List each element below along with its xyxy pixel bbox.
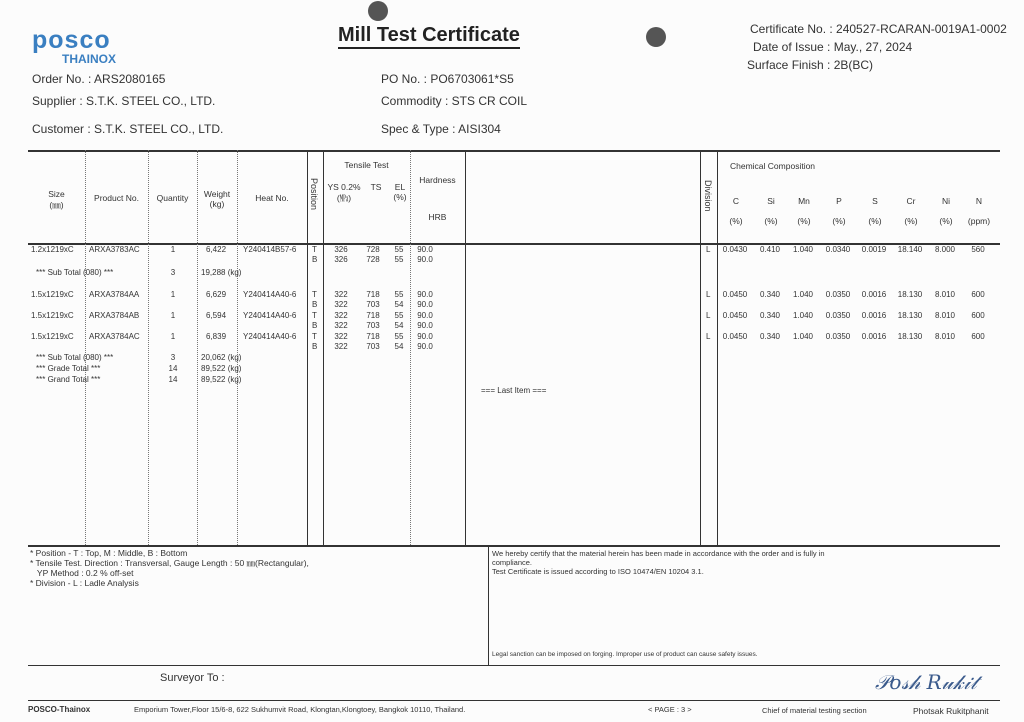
heat-no: Y240414B57-6 <box>243 245 297 254</box>
el: 55 <box>394 332 404 341</box>
posco-logo: posco <box>32 26 111 54</box>
thainox-logo: THAINOX <box>62 52 116 66</box>
page-title: Mill Test Certificate <box>338 24 520 49</box>
col-heat-no: Heat No. <box>255 193 289 203</box>
weight: 6,594 <box>206 311 227 320</box>
weight: 89,522 (kg) <box>201 364 242 373</box>
hardness: 90.0 <box>417 290 433 299</box>
chem-s: 0.0016 <box>861 311 887 320</box>
size: 1.5x1219xC <box>31 332 74 341</box>
size: 1.5x1219xC <box>31 290 74 299</box>
hardness: 90.0 <box>417 255 433 264</box>
position: T <box>312 311 317 320</box>
division: L <box>706 311 711 320</box>
heat-no: Y240414A40-6 <box>243 290 297 299</box>
weight: 6,839 <box>206 332 227 341</box>
quantity: 3 <box>170 353 176 362</box>
weight: 6,422 <box>206 245 227 254</box>
col-division: Division <box>703 180 713 212</box>
position: T <box>312 332 317 341</box>
col-chem-mn: Mn (%) <box>797 196 811 226</box>
footer-address: Emporium Tower,Floor 15/6-8, 622 Sukhumvit Road, Klongtan,Klongtoey, Bangkok 10110, Thailand. <box>134 705 466 714</box>
size: 1.2x1219xC <box>31 245 74 254</box>
hardness: 90.0 <box>417 332 433 341</box>
weight: 19,288 (kg) <box>201 268 242 277</box>
division: L <box>706 290 711 299</box>
el: 55 <box>394 245 404 254</box>
quantity: 1 <box>170 245 176 254</box>
chem-n: 560 <box>971 245 985 254</box>
product-no: ARXA3784AC <box>89 332 140 341</box>
ys: 322 <box>334 332 348 341</box>
ys: 322 <box>334 300 348 309</box>
chem-p: 0.0350 <box>825 311 851 320</box>
chem-ni: 8.010 <box>934 290 956 299</box>
customer: Customer : S.T.K. STEEL CO., LTD. <box>32 122 224 136</box>
col-el: EL (%) <box>393 182 407 202</box>
chem-p: 0.0350 <box>825 290 851 299</box>
col-product-no: Product No. <box>94 193 139 203</box>
chem-n: 600 <box>971 290 985 299</box>
ts: 728 <box>366 245 380 254</box>
page-number: < PAGE : 3 > <box>648 705 692 714</box>
quantity: 14 <box>168 375 178 384</box>
col-chem-s: S (%) <box>868 196 882 226</box>
ts: 728 <box>366 255 380 264</box>
supplier: Supplier : S.T.K. STEEL CO., LTD. <box>32 94 216 108</box>
col-chem-n: N (ppm) <box>967 196 991 226</box>
ts: 718 <box>366 290 380 299</box>
col-quantity: Quantity <box>156 193 189 203</box>
spec-type: Spec & Type : AISI304 <box>381 122 501 136</box>
chem-c: 0.0430 <box>722 245 748 254</box>
certification-statement: We hereby certify that the material herein has been made in accordance with the order and is fully in compliance. Test Certificate is issued according to ISO 10474/EN 10204 3.1. <box>492 549 825 576</box>
col-size: Size (㎜) <box>48 189 65 210</box>
hardness: 90.0 <box>417 342 433 351</box>
punch-hole-icon <box>646 27 666 47</box>
division: L <box>706 332 711 341</box>
chem-s: 0.0016 <box>861 332 887 341</box>
notes: * Position - T : Top, M : Middle, B : Bottom * Tensile Test. Direction : Transversal, Gauge Length : 50 ㎜(Rectangular), YP Method : 0.2 % off-set * Division - L : Ladle Analysis <box>30 548 309 588</box>
position: T <box>312 290 317 299</box>
order-no: Order No. : ARS2080165 <box>32 72 166 86</box>
chem-mn: 1.040 <box>792 290 814 299</box>
surveyor-label: Surveyor To : <box>160 672 225 684</box>
heat-no: Y240414A40-6 <box>243 332 297 341</box>
col-chem-ni: Ni (%) <box>939 196 953 226</box>
chem-cr: 18.130 <box>897 290 923 299</box>
chem-s: 0.0019 <box>861 245 887 254</box>
el: 54 <box>394 342 404 351</box>
quantity: 1 <box>170 290 176 299</box>
el: 55 <box>394 290 404 299</box>
last-item: === Last Item === <box>481 386 547 395</box>
quantity: 3 <box>170 268 176 277</box>
subtotal-label: *** Sub Total (080) *** <box>36 353 114 362</box>
col-weight: Weight (kg) <box>203 189 231 209</box>
ts: 703 <box>366 321 380 330</box>
chem-p: 0.0340 <box>825 245 851 254</box>
chem-cr: 18.140 <box>897 245 923 254</box>
ts: 703 <box>366 300 380 309</box>
subtotal-label: *** Grade Total *** <box>36 364 101 373</box>
commodity: Commodity : STS CR COIL <box>381 94 528 108</box>
chem-ni: 8.010 <box>934 311 956 320</box>
col-chem-si: Si (%) <box>764 196 778 226</box>
signer-name: Photsak Rukitphanit <box>913 706 989 716</box>
col-chem-p: P (%) <box>832 196 846 226</box>
chem-cr: 18.130 <box>897 311 923 320</box>
heat-no: Y240414A40-6 <box>243 311 297 320</box>
position: B <box>312 300 318 309</box>
product-no: ARXA3784AB <box>89 311 140 320</box>
ts: 718 <box>366 332 380 341</box>
ys: 322 <box>334 311 348 320</box>
chem-p: 0.0350 <box>825 332 851 341</box>
col-ys: YS 0.2% (㎫) <box>327 182 361 203</box>
col-hardness: Hardness <box>419 175 456 185</box>
weight: 6,629 <box>206 290 227 299</box>
col-hrb: HRB <box>428 212 447 222</box>
chem-mn: 1.040 <box>792 311 814 320</box>
position: B <box>312 321 318 330</box>
position: B <box>312 342 318 351</box>
ys: 326 <box>334 245 348 254</box>
col-tensile-test: Tensile Test <box>344 160 389 170</box>
el: 54 <box>394 321 404 330</box>
subtotal-label: *** Grand Total *** <box>36 375 101 384</box>
col-chemical-composition: Chemical Composition <box>730 161 816 171</box>
chem-n: 600 <box>971 311 985 320</box>
chem-c: 0.0450 <box>722 332 748 341</box>
chem-si: 0.340 <box>759 332 781 341</box>
el: 54 <box>394 300 404 309</box>
chief-title: Chief of material testing section <box>762 706 867 715</box>
hardness: 90.0 <box>417 311 433 320</box>
po-no: PO No. : PO6703061*S5 <box>381 72 514 86</box>
ys: 322 <box>334 290 348 299</box>
ts: 703 <box>366 342 380 351</box>
footer-company: POSCO-Thainox <box>28 705 91 714</box>
chem-mn: 1.040 <box>792 332 814 341</box>
surface-finish: Surface Finish : 2B(BC) <box>747 58 874 72</box>
legal-notice: Legal sanction can be imposed on forging. Improper use of product can cause safety issues. <box>492 651 758 658</box>
hardness: 90.0 <box>417 300 433 309</box>
col-ts: TS <box>370 182 382 192</box>
quantity: 1 <box>170 332 176 341</box>
el: 55 <box>394 255 404 264</box>
hardness: 90.0 <box>417 321 433 330</box>
quantity: 1 <box>170 311 176 320</box>
col-chem-cr: Cr (%) <box>904 196 918 226</box>
size: 1.5x1219xC <box>31 311 74 320</box>
chem-ni: 8.010 <box>934 332 956 341</box>
chem-si: 0.410 <box>759 245 781 254</box>
chem-si: 0.340 <box>759 290 781 299</box>
chem-si: 0.340 <box>759 311 781 320</box>
product-no: ARXA3784AA <box>89 290 140 299</box>
weight: 20,062 (kg) <box>201 353 242 362</box>
division: L <box>706 245 711 254</box>
chem-mn: 1.040 <box>792 245 814 254</box>
certificate-no: Certificate No. : 240527-RCARAN-0019A1-0002 <box>750 22 1007 36</box>
ys: 322 <box>334 321 348 330</box>
signature: 𝒫𝑜𝓈𝒽 𝑅𝓊𝓀𝒾𝓉 <box>875 670 977 694</box>
ys: 322 <box>334 342 348 351</box>
punch-hole-icon <box>368 1 388 21</box>
chem-s: 0.0016 <box>861 290 887 299</box>
weight: 89,522 (kg) <box>201 375 242 384</box>
ys: 326 <box>334 255 348 264</box>
col-position: Position <box>309 178 319 211</box>
subtotal-label: *** Sub Total (080) *** <box>36 268 114 277</box>
position: B <box>312 255 318 264</box>
chem-cr: 18.130 <box>897 332 923 341</box>
chem-n: 600 <box>971 332 985 341</box>
quantity: 14 <box>168 364 178 373</box>
col-chem-c: C (%) <box>729 196 743 226</box>
chem-c: 0.0450 <box>722 290 748 299</box>
hardness: 90.0 <box>417 245 433 254</box>
ts: 718 <box>366 311 380 320</box>
date-of-issue: Date of Issue : May., 27, 2024 <box>753 40 913 54</box>
chem-c: 0.0450 <box>722 311 748 320</box>
el: 55 <box>394 311 404 320</box>
product-no: ARXA3783AC <box>89 245 140 254</box>
position: T <box>312 245 317 254</box>
chem-ni: 8.000 <box>934 245 956 254</box>
